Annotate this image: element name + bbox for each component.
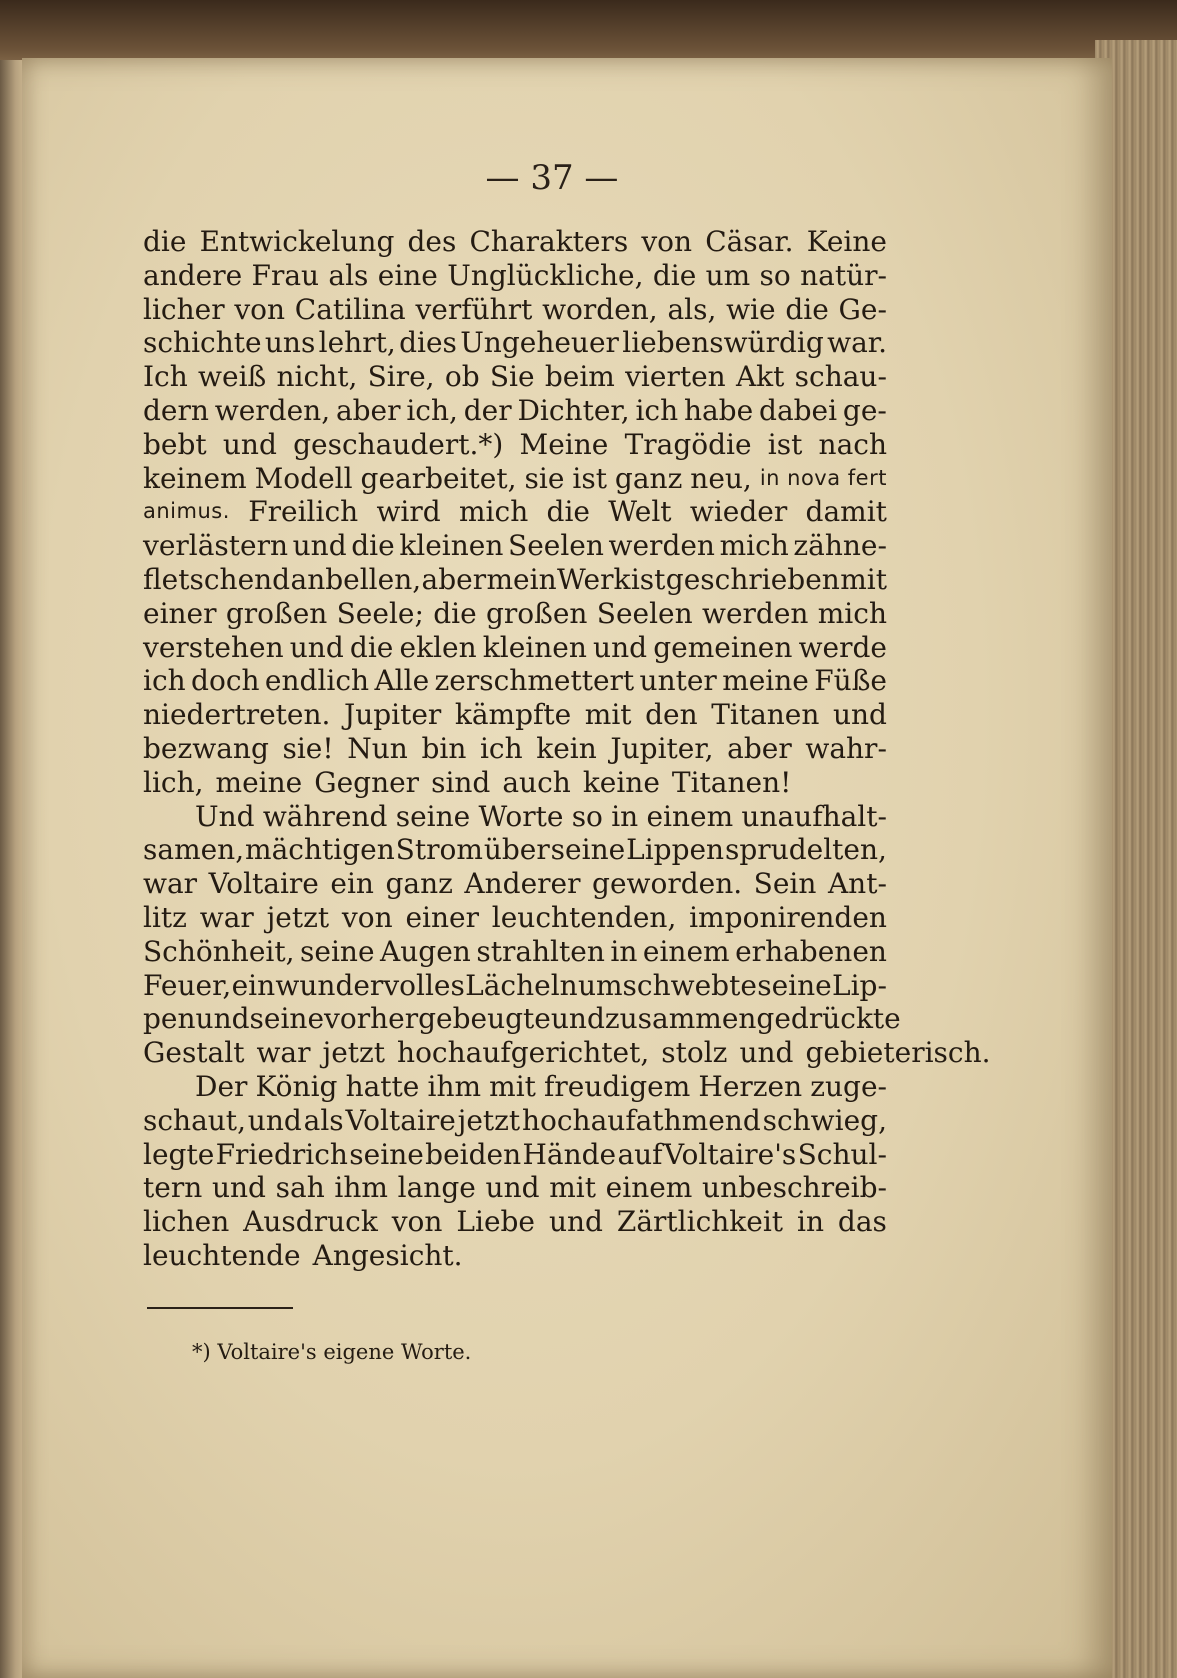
word: und [593, 630, 648, 664]
word: beiden [425, 1137, 522, 1171]
word: Titanen [711, 698, 820, 732]
word: Gegner [314, 765, 420, 799]
word: Entwickelung [199, 225, 395, 258]
word: Freilich [248, 495, 359, 529]
text-line [143, 394, 887, 428]
word: war. [827, 326, 887, 360]
word: von [341, 900, 393, 934]
word: seine [757, 968, 832, 1002]
word: ich [143, 664, 186, 698]
word: sind [431, 765, 491, 799]
word: Feuer, [143, 968, 232, 1002]
word: so [759, 258, 791, 292]
word: keine [582, 765, 660, 799]
word: ganz [614, 461, 683, 495]
word: niedertreten. [143, 698, 331, 732]
word: Ant- [827, 867, 887, 901]
word: und [548, 1205, 603, 1239]
word: Friedrich [215, 1137, 348, 1171]
word: verstehen [143, 630, 284, 664]
text-line [143, 833, 887, 867]
word: neu, [690, 461, 752, 495]
word: mit [584, 698, 632, 732]
word: endlich [264, 664, 370, 698]
word: ihm [334, 1171, 388, 1205]
word: gemeinen [653, 630, 793, 664]
text-line [143, 563, 887, 597]
word: in [610, 934, 638, 968]
word: lich, [143, 765, 204, 799]
word: jetzt [457, 1103, 521, 1137]
word: stolz [661, 1036, 728, 1070]
word: sah [275, 1171, 325, 1205]
word: und [739, 1036, 794, 1070]
word: mit [549, 1171, 596, 1205]
word: habe [683, 393, 754, 427]
page-number: — 37 — [485, 158, 619, 198]
text-line [143, 732, 887, 766]
word: seine [300, 934, 375, 968]
word: sprudelten, [725, 833, 887, 867]
word: Voltaire [345, 1103, 456, 1137]
word: schau- [794, 360, 887, 394]
word: Jupiter [343, 698, 442, 732]
word: meine [722, 664, 809, 698]
word: zähne- [793, 529, 887, 563]
word: einer [405, 900, 479, 934]
text-line [143, 597, 887, 631]
text-line [143, 529, 887, 563]
word: andere [143, 258, 243, 292]
word: bin [421, 731, 467, 765]
word: so [571, 799, 603, 833]
word: schwieg, [762, 1103, 887, 1137]
text-line [143, 766, 887, 800]
paragraph [143, 225, 887, 800]
word: einem [642, 934, 730, 968]
footnote: *) Voltaire's eigene Worte. [192, 1340, 472, 1364]
text-line [143, 1070, 887, 1104]
word: Ausdruck [243, 1205, 378, 1239]
word: Zärtlichkeit [616, 1205, 784, 1239]
word: wie [726, 292, 776, 326]
word: freudigem [544, 1069, 691, 1103]
word: ist [572, 461, 607, 495]
word: mit [840, 562, 887, 596]
word: Modell [254, 461, 353, 495]
word: Ge- [838, 292, 887, 326]
word: auf [617, 1137, 663, 1171]
text-line [143, 901, 887, 935]
word: Ungeheuer [460, 326, 619, 360]
word: einem [605, 1171, 693, 1205]
word: ein [231, 968, 276, 1002]
word: großen [485, 596, 588, 630]
word: wahr- [805, 731, 887, 765]
word: Worte [478, 799, 564, 833]
word: ob [444, 360, 480, 394]
word: Strom [395, 833, 483, 867]
word: Gestalt [143, 1036, 245, 1070]
footnote-rule [147, 1307, 293, 1309]
word: doch [191, 664, 260, 698]
word: Der [195, 1069, 248, 1103]
word: die [652, 258, 697, 292]
text-line [143, 935, 887, 969]
word: schichte [143, 326, 262, 360]
word: lange [397, 1171, 476, 1205]
word: Seelen [596, 596, 693, 630]
word: die [349, 630, 394, 664]
word: war [143, 867, 198, 901]
word: mich [719, 529, 789, 563]
text-line [143, 259, 887, 293]
word: und [485, 1171, 540, 1205]
word: kämpfte [454, 698, 572, 732]
word: in nova fert [759, 465, 887, 490]
word: den [645, 698, 698, 732]
text-line [143, 360, 887, 394]
word: mächtigen [245, 833, 395, 867]
word: zuge- [810, 1069, 887, 1103]
book-page [22, 58, 1112, 1678]
word: mich [459, 495, 529, 529]
word: ganz [385, 867, 453, 901]
text-line [143, 698, 887, 732]
word: beim [544, 360, 615, 394]
word: nach [818, 427, 887, 461]
word: Und [195, 799, 255, 833]
word: ihm [427, 1069, 482, 1103]
word: in [611, 799, 639, 833]
word: Schönheit, [143, 934, 295, 968]
word: Seelen [508, 529, 604, 563]
word: Herzen [698, 1069, 803, 1103]
text-line [143, 293, 887, 327]
text-line [143, 495, 887, 529]
text-line [143, 326, 887, 360]
text-line [143, 1239, 887, 1273]
text-line [143, 1104, 887, 1138]
word: ich [635, 393, 679, 427]
word: und [195, 1002, 250, 1036]
word: tern [143, 1171, 203, 1205]
word: geschrieben [665, 562, 840, 596]
word: sie! [282, 731, 334, 765]
text-line [143, 462, 887, 496]
word: Lächeln [465, 968, 578, 1002]
word: dies [399, 326, 457, 360]
word: Sie [489, 360, 535, 394]
word: nicht, [276, 360, 358, 394]
word: Sein [753, 867, 817, 901]
word: Nun [347, 731, 408, 765]
word: gebieterisch. [805, 1036, 991, 1070]
body-text [143, 225, 991, 1273]
word: kleinen [482, 630, 587, 664]
word: von [234, 292, 286, 326]
word: leuchtenden, [491, 900, 677, 934]
text-line [143, 1171, 887, 1205]
word: und [550, 1002, 605, 1036]
text-line [143, 969, 887, 1003]
text-line [143, 800, 887, 834]
word: Schul- [797, 1137, 887, 1171]
word: Frau [251, 258, 320, 292]
word: gearbeitet, [360, 461, 517, 495]
word: kein [536, 731, 597, 765]
word: ist [767, 427, 803, 461]
word: geschaudert.*) [293, 427, 504, 461]
word: samen, [143, 833, 245, 867]
word: von [641, 225, 693, 258]
word: geworden. [592, 867, 743, 901]
word: mein [486, 562, 557, 596]
word: jetzt [266, 900, 330, 934]
word: dabei [759, 393, 838, 427]
word: über [483, 833, 550, 867]
word: und [247, 1103, 302, 1137]
word: wieder [689, 495, 788, 529]
word: und [211, 1171, 266, 1205]
word: Alle [374, 664, 430, 698]
word: verführt [415, 292, 533, 326]
word: Dichter, [517, 393, 630, 427]
text-line [143, 664, 887, 698]
text-line [143, 1138, 887, 1172]
word: ich [479, 731, 523, 765]
word: Hände [522, 1137, 617, 1171]
word: werden [701, 596, 809, 630]
word: hatte [345, 1069, 420, 1103]
word: liebenswürdig [622, 326, 824, 360]
word: unaufhalt- [741, 799, 887, 833]
word: natür- [800, 258, 887, 292]
word: Charakters [469, 225, 629, 258]
word: einem [646, 799, 734, 833]
word: uns [264, 326, 316, 360]
text-line [143, 1205, 887, 1239]
word: war [256, 1036, 311, 1070]
word: mit [489, 1069, 536, 1103]
word: Meine [519, 427, 609, 461]
word: strahlten [476, 934, 605, 968]
word: in [796, 1205, 824, 1239]
word: die [785, 292, 829, 326]
text-line [143, 1002, 901, 1036]
word: worden, [542, 292, 658, 326]
word: imponirenden [689, 900, 887, 934]
word: seine [349, 1137, 424, 1171]
word: kleinen [399, 529, 504, 563]
word: und [292, 529, 347, 563]
word: sie [524, 461, 565, 495]
word: von [391, 1205, 443, 1239]
word: seine [395, 799, 471, 833]
word: Unglückliche, [447, 258, 644, 292]
word: und [832, 698, 887, 732]
word: Tragödie [624, 427, 752, 461]
word: werde [798, 630, 887, 664]
word: vorher [324, 1002, 419, 1036]
word: Welt [608, 495, 672, 529]
word: verlästern [143, 529, 289, 563]
word: bebt [143, 427, 207, 461]
word: keinem [143, 461, 247, 495]
word: dern [143, 393, 209, 427]
word: als [303, 1103, 344, 1137]
word: König [255, 1069, 338, 1103]
word: die [143, 225, 187, 258]
word: Cäsar. [705, 225, 794, 258]
word: anbellen, [290, 562, 422, 596]
word: Füße [814, 664, 887, 698]
word: bezwang [143, 731, 269, 765]
word: wundervolles [275, 968, 465, 1002]
word: unter [639, 664, 717, 698]
paragraph [143, 1070, 887, 1273]
word: die [546, 495, 590, 529]
word: des [407, 225, 457, 258]
word: ich, [406, 393, 458, 427]
word: die [433, 596, 477, 630]
word: vierten [625, 360, 726, 394]
word: der [463, 393, 512, 427]
word: die [351, 529, 395, 563]
word: pen [143, 1002, 196, 1036]
word: und [289, 630, 344, 664]
word: schaut, [143, 1103, 246, 1137]
word: wird [376, 495, 441, 529]
word: lehrt, [318, 326, 396, 360]
word: während [262, 799, 388, 833]
word: fletschend [143, 562, 291, 596]
word: eine [377, 258, 438, 292]
word: ein [330, 867, 374, 901]
word: Voltaire's [663, 1137, 797, 1171]
word: leuchtende [143, 1238, 301, 1272]
word: aber [335, 393, 401, 427]
word: Augen [380, 934, 471, 968]
word: unbeschreib- [702, 1171, 887, 1205]
word: hochaufgerichtet, [397, 1036, 650, 1070]
word: als, [667, 292, 717, 326]
word: seine [550, 833, 626, 867]
word: erhabenen [735, 934, 887, 968]
paragraph [143, 799, 991, 1070]
word: eklen [399, 630, 477, 664]
text-line [143, 631, 887, 665]
word: ist [630, 562, 666, 596]
word: großen [225, 596, 328, 630]
word: Angesicht. [312, 1238, 463, 1272]
word: Lippen [626, 833, 725, 867]
word: animus. [143, 499, 230, 524]
word: als [328, 258, 369, 292]
word: Keine [806, 225, 887, 258]
word: Titanen! [671, 765, 792, 799]
word: aber [421, 562, 487, 596]
word: Akt [735, 360, 785, 394]
word: aber [727, 731, 792, 765]
word: seine [249, 1002, 325, 1036]
word: jetzt [322, 1036, 386, 1070]
word: legte [143, 1137, 215, 1171]
word: damit [805, 495, 887, 529]
word: zerschmettert [434, 664, 635, 698]
word: und [222, 427, 277, 461]
text-line [143, 867, 887, 901]
word: Ich [143, 360, 188, 394]
word: Sire, [367, 360, 435, 394]
word: auch [502, 765, 571, 799]
word: weiß [198, 360, 267, 394]
word: Catilina [294, 292, 406, 326]
word: einer [143, 596, 217, 630]
word: war [199, 900, 254, 934]
word: werden [608, 529, 715, 563]
word: umschwebte [577, 968, 757, 1002]
word: mich [817, 596, 887, 630]
word: lichen [143, 1205, 230, 1239]
text-line [143, 1036, 991, 1070]
word: werden, [214, 393, 331, 427]
word: licher [143, 292, 225, 326]
word: Liebe [456, 1205, 536, 1239]
word: das [837, 1205, 887, 1239]
word: zusammengedrückte [604, 1002, 901, 1036]
word: Lip- [831, 968, 887, 1002]
word: Anderer [464, 867, 581, 901]
word: um [705, 258, 751, 292]
word: ge- [842, 393, 887, 427]
word: Werk [557, 562, 631, 596]
word: meine [215, 765, 303, 799]
word: Voltaire [208, 867, 319, 901]
word: Jupiter, [610, 731, 714, 765]
word: gebeugte [418, 1002, 551, 1036]
word: litz [143, 900, 187, 934]
word: hochaufathmend [521, 1103, 761, 1137]
text-line [143, 428, 887, 462]
text-line [143, 225, 887, 259]
word: Seele; [336, 596, 424, 630]
